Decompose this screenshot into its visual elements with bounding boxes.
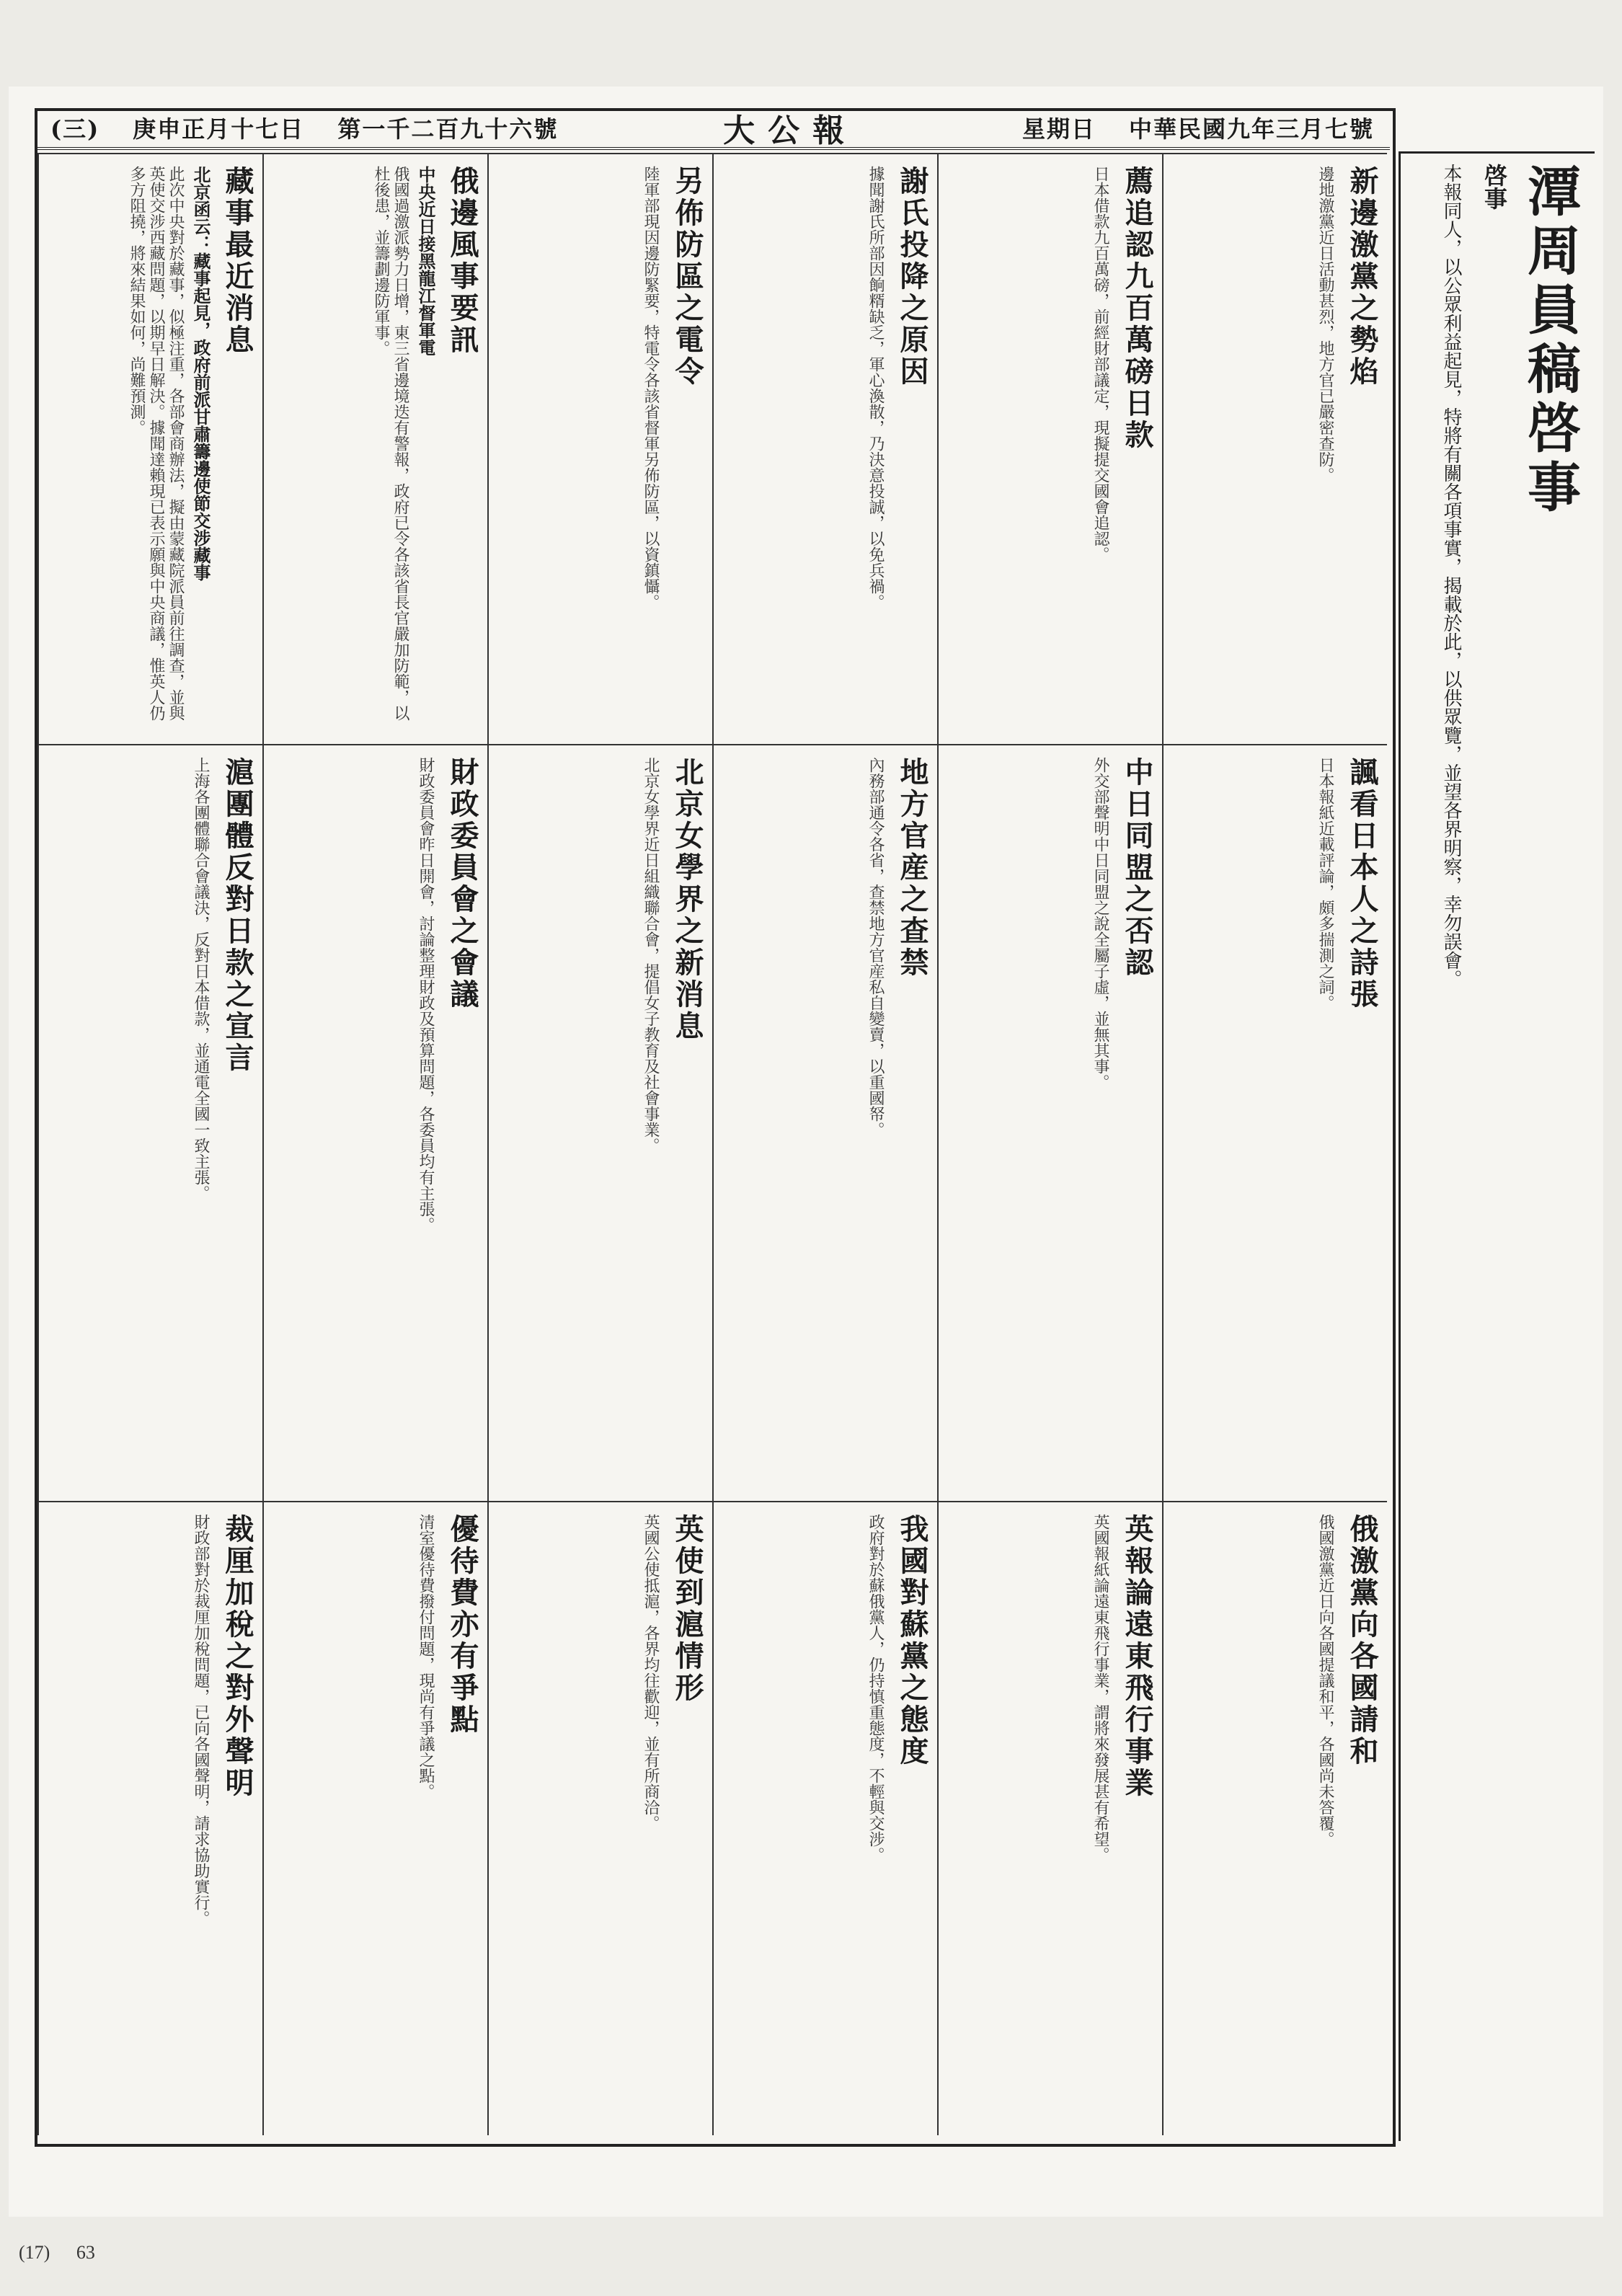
western-date: 中華民國九年三月七號 [1128,115,1374,143]
article-body: 俄國過激派勢力日增，東三省邊境迭有警報，政府已令各該省長官嚴加防範，以杜後患，並籌劃邊防軍事。 [372,166,409,721]
article-title: 謝氏投降之原因 [895,166,929,388]
article-body: 財政部對於裁厘加稅問題，已向各國聲明，請求協助實行。 [192,1514,210,1926]
article [712,744,937,1501]
article-body: 上海各團體聯合會議決，反對日本借款，並通電全國一致主張。 [192,757,210,1201]
article [1162,153,1387,744]
article-body: 財政委員會昨日開會，討論整理財政及預算問題，各委員均有主張。 [417,757,435,1233]
article-title: 我國對蘇黨之態度 [895,1514,929,1768]
article [487,744,712,1501]
article-body: 邊地激黨近日活動甚烈，地方官已嚴密查防。 [1316,166,1334,483]
article-body: 內務部通令各省，查禁地方官産私自變賣，以重國帑。 [867,757,885,1138]
article [937,153,1162,744]
article [937,1501,1162,2135]
article-title: 新邊激黨之勢焰 [1345,166,1379,388]
footer-right: 63 [76,2242,95,2263]
article [487,153,712,744]
article [487,1501,712,2135]
article-body: 清室優待費撥付問題，現尚有爭議之點。 [417,1514,435,1799]
lunar-date: 庚申正月十七日 [133,115,305,143]
notice-column [1399,151,1595,2141]
article [262,1501,487,2135]
footer-left: (17) [19,2242,50,2263]
article-title: 優待費亦有爭點 [446,1514,479,1736]
article-title: 財政委員會之會議 [446,757,479,1011]
article-title: 英報論遠東飛行事業 [1120,1514,1154,1799]
article-body: 外交部聲明中日同盟之說全屬子虛，並無其事。 [1091,757,1109,1090]
article-body: 政府對於蘇俄黨人，仍持慎重態度，不輕與交涉。 [867,1514,885,1863]
article-body: 據聞謝氏所部因餉糈缺乏，軍心渙散，乃決意投誠，以免兵禍。 [867,166,885,610]
article-title: 薦追認九百萬磅日款 [1120,166,1154,451]
notice-heading: 啓事 [1481,164,1508,210]
article-title: 北京女學界之新消息 [670,757,704,1042]
article-title: 俄激黨向各國請和 [1345,1514,1379,1768]
article [37,744,262,1501]
article-body: 英國報紙論遠東飛行事業，謂將來發展甚有希望。 [1091,1514,1109,1863]
article-title: 另佈防區之電令 [670,166,704,388]
article [37,1501,262,2135]
page-footer [19,2242,95,2264]
article-lede: 北京函云：藏事起見，政府前派甘肅籌邊使節交涉藏事 [190,166,211,581]
article-body: 俄國激黨近日向各國提議和平，各國尚未答覆。 [1316,1514,1334,1847]
article-body: 英國公使抵滬，各界均往歡迎，並有所商洽。 [642,1514,660,1831]
article [937,744,1162,1501]
issue-number: 第一千二百九十六號 [337,115,559,143]
article [1162,744,1387,1501]
article [37,153,262,744]
article-title: 諷看日本人之詩張 [1345,757,1379,1011]
article [712,1501,937,2135]
article-body: 陸軍部現因邊防緊要，特電令各該省督軍另佈防區，以資鎮懾。 [642,166,660,610]
article-lede: 中央近日接黑龍江督軍電 [415,166,436,356]
article-title: 藏事最近消息 [221,166,254,356]
notice-title: 潭周員稿啓事 [1519,164,1581,518]
article-title: 中日同盟之否認 [1120,757,1154,979]
weekday: 星期日 [1021,115,1096,143]
article-grid [37,153,1387,2138]
article [262,153,487,744]
article-title: 裁厘加稅之對外聲明 [221,1514,254,1799]
notice-body: 本報同人，以公眾利益起見，特將有關各項事實，揭載於此，以供眾覽，並望各界明察，幸勿誤會。 [1440,164,1462,988]
paper-name: 大公報 [723,112,858,149]
article [262,744,487,1501]
article-body: 此次中央對於藏事，似極注重，各部會商辦法，擬由蒙藏院派員前往調查，並與英使交涉西藏問題，以期早日解決。據聞達賴現已表示願與中央商議，惟英人仍多方阻撓，將來結果如何，尚難預測。 [128,166,185,721]
masthead [35,108,1390,150]
article-title: 英使到滬情形 [670,1514,704,1704]
page-number: (三) [50,115,100,143]
article-title: 俄邊風事要訊 [446,166,479,356]
article-body: 日本借款九百萬磅，前經財部議定，現擬提交國會追認。 [1091,166,1109,562]
article-title: 滬團體反對日款之宣言 [221,757,254,1074]
article [712,153,937,744]
article-body: 北京女學界近日組織聯合會，提倡女子教育及社會事業。 [642,757,660,1153]
article [1162,1501,1387,2135]
article-body: 日本報紙近載評論，頗多揣測之詞。 [1316,757,1334,1011]
article-title: 地方官産之查禁 [895,757,929,979]
